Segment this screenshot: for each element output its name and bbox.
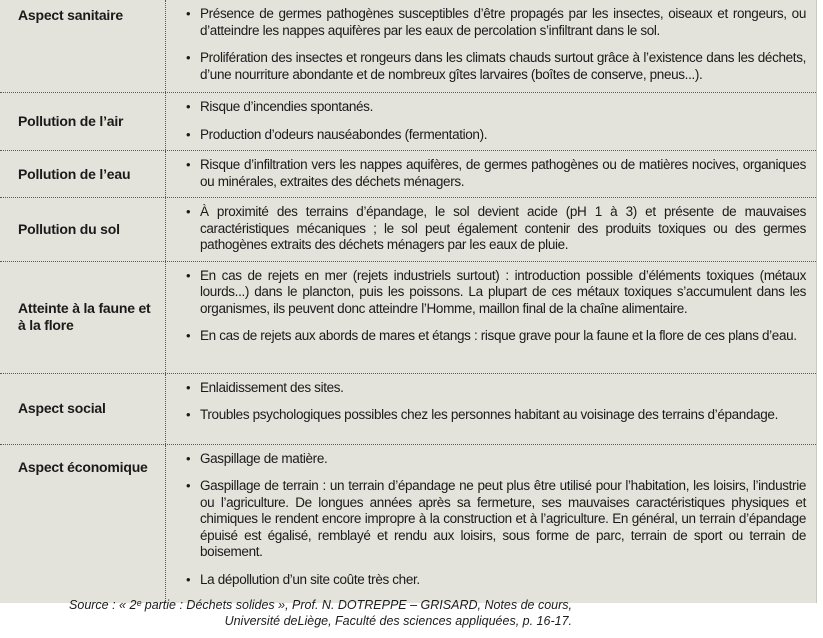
row-content-cell [166,0,816,92]
bullet-icon: • [186,328,191,343]
table-row [0,262,816,374]
bullet-icon: • [186,126,191,142]
list-item [186,572,806,589]
list-item [186,157,806,190]
bullet-text: Gaspillage de terrain : un terrain d’épandage ne peut plus être utilisé pour l’habitation, les loisirs, l’industrie ou l’agriculture. De longues années après sa fermeture, ses mauvaises caractéristiques physiques et chimiques le rendent encore impropre à la construction et à l’agriculture. En général, un terrain d’épandage épuisé est égalisé, remblayé et rendu aux loisirs, sous forme de parc, terrain de sport ou terrain de boisement. [200,478,806,559]
bullet-icon: • [186,478,191,493]
row-label: Aspect sanitaire [18,7,123,23]
source-line-2: Université deLiège, Faculté des sciences appliquées, p. 16-17. [224,614,572,628]
list-item [186,6,806,39]
row-label: Aspect économique [18,458,148,475]
bullet-text: Présence de germes pathogènes susceptibles d’être propagés par les insectes, oiseaux et rongeurs, ou d’atteindre les nappes aquifères par les eaux de percolation s’infiltrant dans le sol. [200,6,806,38]
bullet-text: Risque d’infiltration vers les nappes aquifères, de germes pathogènes ou de matières nocives, organiques ou minérales, extraites des déchets ménagers. [200,157,806,189]
table-row [0,151,816,198]
bullet-icon: • [186,450,191,466]
row-label-cell [0,0,166,92]
bullet-text: En cas de rejets aux abords de mares et étangs : risque grave pour la faune et la flore de ces plans d’eau. [200,328,797,343]
list-item [186,99,806,116]
row-label-cell [0,93,166,150]
table-row [0,198,816,262]
bullet-icon: • [186,407,191,422]
table-row [0,374,816,445]
bullet-text: Gaspillage de matière. [200,450,328,466]
bullet-icon: • [186,379,191,395]
source-citation [0,597,572,629]
table-row [0,0,816,93]
row-label: Pollution de l’air [18,113,124,129]
row-content-cell [166,445,816,603]
bullet-text: Enlaidissement des sites. [200,379,344,395]
bullet-text: La dépollution d’un site coûte très cher. [200,571,420,587]
row-label-cell [0,151,166,197]
bullet-text: À proximité des terrains d’épandage, le sol devient acide (pH 1 à 3) et présente de mauvaises caractéristiques mécaniques ; le sol peut également contenir des produits toxiques ou des germes pathogènes extraits des déchets ménagers par les eaux de pluie. [200,204,806,252]
bullet-text: Prolifération des insectes et rongeurs dans les climats chauds surtout grâce à l’existence dans les déchets, d’une nourriture abondante et de nombreux gîtes larvaires (boîtes de conserve, pneus...). [200,50,806,82]
row-content-cell [166,93,816,150]
source-line-1: Source : « 2ᵉ partie : Déchets solides », Prof. N. DOTREPPE – GRISARD, Notes de cours, [69,598,572,612]
list-item [186,127,806,144]
row-content-cell [166,198,816,261]
row-content-cell [166,262,816,373]
row-label: Aspect social [18,400,106,416]
bullet-icon: • [186,204,191,219]
row-label: Atteinte à la faune et à la flore [18,300,151,333]
bullet-text: Production d’odeurs nauséabondes (fermentation). [200,126,488,142]
row-label-cell [0,445,166,603]
row-label: Pollution de l’eau [18,165,131,182]
bullet-icon: • [186,50,191,65]
bullet-icon: • [186,99,191,114]
list-item [186,380,806,397]
bullet-text: En cas de rejets en mer (rejets industriels surtout) : introduction possible d’éléments toxiques (métaux lourds...) dans le plancton, puis les poissons. La plupart de ces métaux toxiques s’accumulent dans les organismes, ils peuvent donc atteindre l’Homme, maillon final de la chaîne alimentaire. [200,267,806,316]
bullet-icon: • [186,571,191,587]
bullet-icon: • [186,6,191,21]
bullet-text: Troubles psychologiques possibles chez les personnes habitant au voisinage des terrains d’épandage. [200,407,778,422]
list-item [186,451,806,468]
row-content-cell [166,374,816,444]
row-label-cell [0,374,166,444]
table-row [0,445,816,603]
list-item [186,268,806,318]
table-row [0,93,816,151]
bullet-icon: • [186,157,191,172]
list-item [186,50,806,83]
list-item [186,407,806,424]
bullet-icon: • [186,267,191,283]
row-content-cell [166,151,816,197]
list-item [186,204,806,254]
list-item [186,328,806,345]
row-label: Pollution du sol [18,220,120,237]
row-label-cell [0,262,166,373]
list-item [186,478,806,561]
bullet-text: Risque d’incendies spontanés. [200,99,373,114]
row-label-cell [0,198,166,261]
